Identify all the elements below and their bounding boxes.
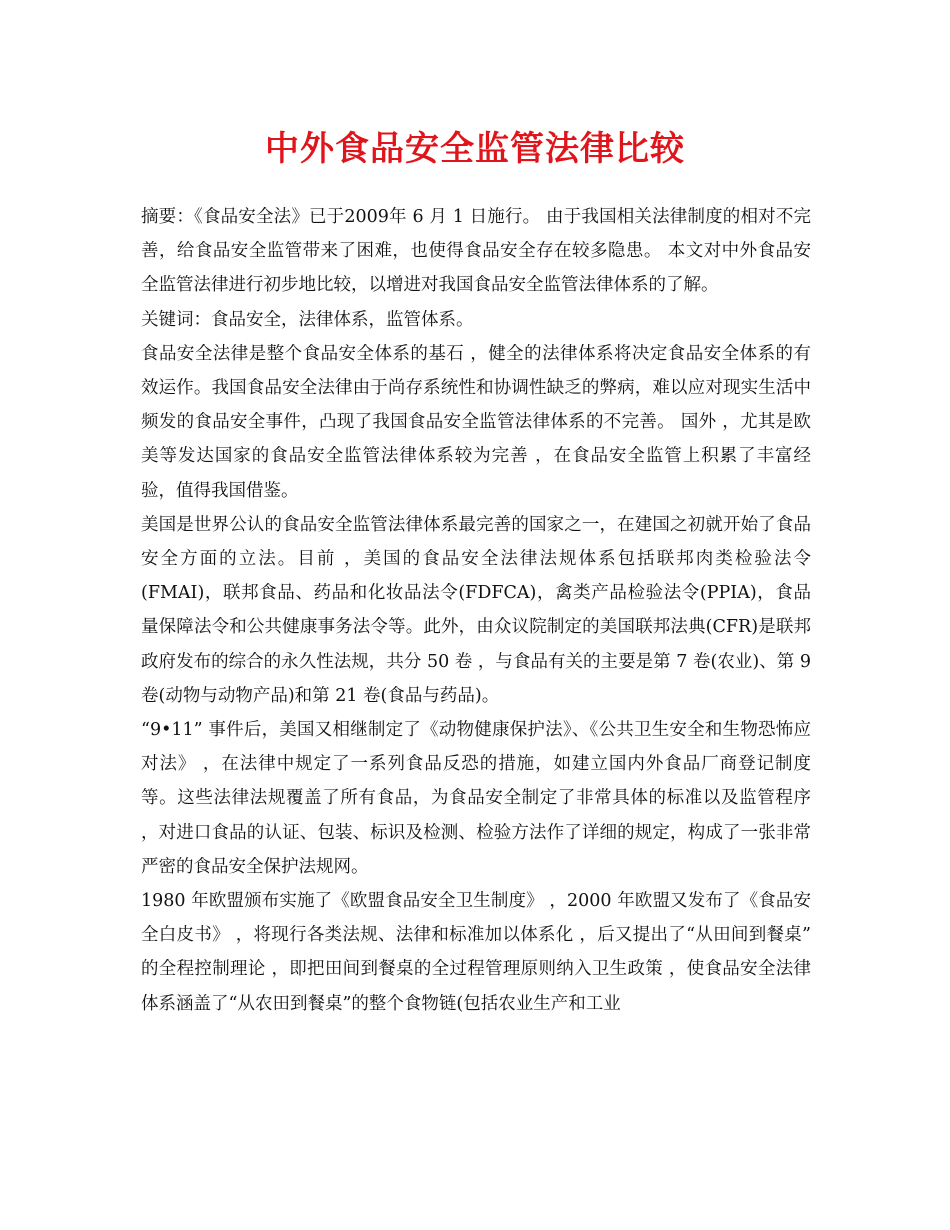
document-body <box>141 200 811 1021</box>
abstract-paragraph: 摘要：《食品安全法》已于2009年 6 月 1 日施行。 由于我国相关法律制度的相对不完善，给食品安全监管带来了困难，也使得食品安全存在较多隐患。 本文对中外食品安全监管法律进行初步地比较，以增进对我国食品安全监管法律体系的了解。 <box>141 207 811 296</box>
keywords-paragraph: 关键词：食品安全，法律体系，监管体系。 <box>141 309 474 330</box>
body-paragraph: 1980 年欧盟颁布实施了《欧盟食品安全卫生制度》 ，2000 年欧盟又发布了《食品安全白皮书》 ，将现行各类法规、法律和标准加以体系化 ，后又提出了“从田间到餐桌” 的全程控制理论 ，即把田间到餐桌的全过程管理原则纳入卫生政策 ，使食品安全法律体系涵盖了“从农田到餐桌”的整个食物链(包括农业生产和工业 <box>141 891 811 1014</box>
body-paragraph: 美国是世界公认的食品安全监管法律体系最完善的国家之一，在建国之初就开始了食品安全方面的立法。目前 ，美国的食品安全法律法规体系包括联邦肉类检验法令(FMAI)，联邦食品、药品和化妆品法令(FDFCA)，禽类产品检验法令(PPIA)，食品量保障法令和公共健康事务法令等。此外，由众议院制定的美国联邦法典(CFR)是联邦政府发布的综合的永久性法规，共分 50 卷 ，与食品有关的主要是第 7 卷(农业)、第 9 卷(动物与动物产品)和第 21 卷(食品与药品)。 <box>141 514 811 706</box>
body-paragraph: 食品安全法律是整个食品安全体系的基石 ，健全的法律体系将决定食品安全体系的有效运作。我国食品安全法律由于尚存系统性和协调性缺乏的弊病，难以应对现实生活中频发的食品安全事件，凸现了我国食品安全监管法律体系的不完善。 国外 ，尤其是欧美等发达国家的食品安全监管法律体系较为完善 ，在食品安全监管上积累了丰富经验，值得我国借鉴。 <box>141 343 811 501</box>
body-paragraph: “9•11” 事件后，美国又相继制定了《动物健康保护法》、《公共卫生安全和生物恐怖应对法》 ，在法律中规定了一系列食品反恐的措施，如建立国内外食品厂商登记制度等。这些法律法规覆盖了所有食品，为食品安全制定了非常具体的标准以及监管程序 ，对进口食品的认证、包装、标识及检测、检验方法作了详细的规定，构成了一张非常严密的食品安全保护法规网。 <box>141 720 811 877</box>
document-title: 中外食品安全监管法律比较 <box>265 129 685 169</box>
